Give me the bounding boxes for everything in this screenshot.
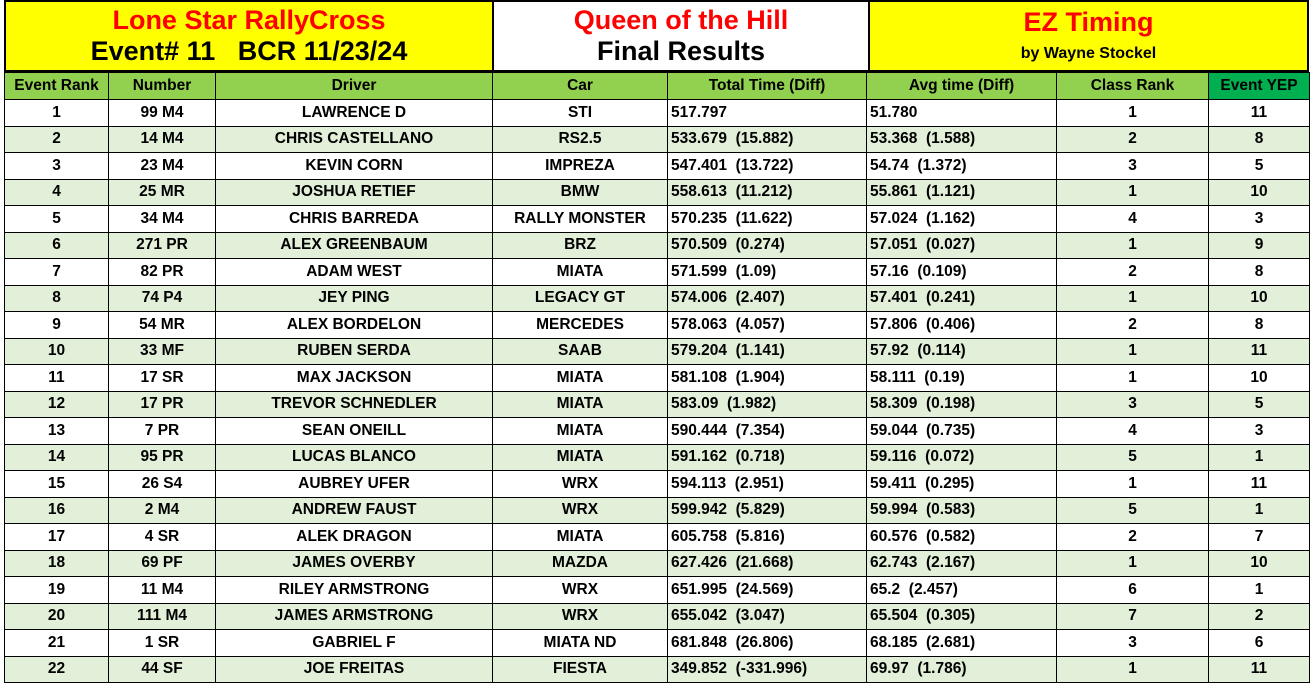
total-time-cell: 590.444 (7.354) <box>668 418 867 445</box>
driver-cell: ALEK DRAGON <box>216 524 493 551</box>
event-rank-cell: 22 <box>5 656 109 683</box>
total-time-cell: 570.235 (11.622) <box>668 206 867 233</box>
car-number-cell: 17 PR <box>109 391 216 418</box>
table-row <box>5 471 1310 498</box>
event-title: Queen of the Hill <box>573 5 789 35</box>
car-number-cell: 23 M4 <box>109 153 216 180</box>
total-time-cell: 581.108 (1.904) <box>668 365 867 392</box>
event-yep-cell: 1 <box>1209 577 1310 604</box>
avg-time-cell: 57.024 (1.162) <box>867 206 1057 233</box>
total-time-cell: 571.599 (1.09) <box>668 259 867 286</box>
car-number-cell: 74 P4 <box>109 285 216 312</box>
driver-cell: MAX JACKSON <box>216 365 493 392</box>
car-number-cell: 14 M4 <box>109 126 216 153</box>
class-rank-cell: 1 <box>1057 100 1209 127</box>
total-time-cell: 651.995 (24.569) <box>668 577 867 604</box>
car-cell: BRZ <box>493 232 668 259</box>
class-rank-cell: 6 <box>1057 577 1209 604</box>
car-number-cell: 1 SR <box>109 630 216 657</box>
class-rank-cell: 1 <box>1057 365 1209 392</box>
avg-time-cell: 58.111 (0.19) <box>867 365 1057 392</box>
car-number-cell: 17 SR <box>109 365 216 392</box>
total-time-cell: 591.162 (0.718) <box>668 444 867 471</box>
column-header: Event YEP <box>1209 73 1310 100</box>
event-yep-cell: 11 <box>1209 100 1310 127</box>
total-time-cell: 599.942 (5.829) <box>668 497 867 524</box>
event-yep-cell: 10 <box>1209 179 1310 206</box>
driver-cell: RUBEN SERDA <box>216 338 493 365</box>
column-header-row <box>5 73 1310 100</box>
table-row <box>5 100 1310 127</box>
total-time-cell: 517.797 <box>668 100 867 127</box>
class-rank-cell: 1 <box>1057 232 1209 259</box>
event-yep-cell: 5 <box>1209 391 1310 418</box>
car-number-cell: 26 S4 <box>109 471 216 498</box>
event-rank-cell: 15 <box>5 471 109 498</box>
event-rank-cell: 5 <box>5 206 109 233</box>
table-row <box>5 630 1310 657</box>
header-left-cell <box>6 2 494 72</box>
event-rank-cell: 18 <box>5 550 109 577</box>
event-rank-cell: 17 <box>5 524 109 551</box>
table-row <box>5 179 1310 206</box>
driver-cell: CHRIS BARREDA <box>216 206 493 233</box>
avg-time-cell: 57.401 (0.241) <box>867 285 1057 312</box>
class-rank-cell: 3 <box>1057 391 1209 418</box>
avg-time-cell: 58.309 (0.198) <box>867 391 1057 418</box>
event-yep-cell: 9 <box>1209 232 1310 259</box>
event-rank-cell: 21 <box>5 630 109 657</box>
car-cell: SAAB <box>493 338 668 365</box>
event-rank-cell: 9 <box>5 312 109 339</box>
total-time-cell: 579.204 (1.141) <box>668 338 867 365</box>
driver-cell: JEY PING <box>216 285 493 312</box>
car-number-cell: 4 SR <box>109 524 216 551</box>
table-row <box>5 338 1310 365</box>
table-row <box>5 391 1310 418</box>
table-row <box>5 418 1310 445</box>
total-time-cell: 681.848 (26.806) <box>668 630 867 657</box>
table-row <box>5 312 1310 339</box>
car-number-cell: 7 PR <box>109 418 216 445</box>
driver-cell: TREVOR SCHNEDLER <box>216 391 493 418</box>
avg-time-cell: 68.185 (2.681) <box>867 630 1057 657</box>
total-time-cell: 574.006 (2.407) <box>668 285 867 312</box>
event-rank-cell: 12 <box>5 391 109 418</box>
column-header: Driver <box>216 73 493 100</box>
results-table <box>4 72 1310 683</box>
table-row <box>5 603 1310 630</box>
avg-time-cell: 54.74 (1.372) <box>867 153 1057 180</box>
avg-time-cell: 59.044 (0.735) <box>867 418 1057 445</box>
driver-cell: KEVIN CORN <box>216 153 493 180</box>
event-yep-cell: 3 <box>1209 418 1310 445</box>
driver-cell: CHRIS CASTELLANO <box>216 126 493 153</box>
header-right-cell <box>870 2 1309 72</box>
avg-time-cell: 65.504 (0.305) <box>867 603 1057 630</box>
event-yep-cell: 5 <box>1209 153 1310 180</box>
event-yep-cell: 10 <box>1209 365 1310 392</box>
class-rank-cell: 3 <box>1057 630 1209 657</box>
car-number-cell: 82 PR <box>109 259 216 286</box>
total-time-cell: 349.852 (-331.996) <box>668 656 867 683</box>
car-cell: MAZDA <box>493 550 668 577</box>
column-header: Event Rank <box>5 73 109 100</box>
series-title: Lone Star RallyCross <box>112 5 386 35</box>
column-header: Total Time (Diff) <box>668 73 867 100</box>
event-yep-cell: 8 <box>1209 126 1310 153</box>
car-cell: LEGACY GT <box>493 285 668 312</box>
class-rank-cell: 2 <box>1057 524 1209 551</box>
total-time-cell: 533.679 (15.882) <box>668 126 867 153</box>
class-rank-cell: 1 <box>1057 285 1209 312</box>
table-row <box>5 153 1310 180</box>
class-rank-cell: 1 <box>1057 471 1209 498</box>
event-yep-cell: 11 <box>1209 656 1310 683</box>
event-line: Event# 11 BCR 11/23/24 <box>90 36 408 66</box>
car-number-cell: 33 MF <box>109 338 216 365</box>
event-rank-cell: 6 <box>5 232 109 259</box>
event-rank-cell: 16 <box>5 497 109 524</box>
event-yep-cell: 8 <box>1209 259 1310 286</box>
table-row <box>5 444 1310 471</box>
driver-cell: SEAN ONEILL <box>216 418 493 445</box>
class-rank-cell: 5 <box>1057 444 1209 471</box>
class-rank-cell: 2 <box>1057 312 1209 339</box>
avg-time-cell: 65.2 (2.457) <box>867 577 1057 604</box>
total-time-cell: 570.509 (0.274) <box>668 232 867 259</box>
car-number-cell: 34 M4 <box>109 206 216 233</box>
class-rank-cell: 3 <box>1057 153 1209 180</box>
avg-time-cell: 59.116 (0.072) <box>867 444 1057 471</box>
table-row <box>5 285 1310 312</box>
event-rank-cell: 10 <box>5 338 109 365</box>
class-rank-cell: 1 <box>1057 656 1209 683</box>
timing-credit: by Wayne Stockel <box>1020 45 1157 62</box>
avg-time-cell: 55.861 (1.121) <box>867 179 1057 206</box>
car-cell: RS2.5 <box>493 126 668 153</box>
event-rank-cell: 7 <box>5 259 109 286</box>
car-number-cell: 2 M4 <box>109 497 216 524</box>
column-header: Number <box>109 73 216 100</box>
column-header: Car <box>493 73 668 100</box>
avg-time-cell: 62.743 (2.167) <box>867 550 1057 577</box>
car-cell: MIATA <box>493 524 668 551</box>
car-number-cell: 44 SF <box>109 656 216 683</box>
car-number-cell: 25 MR <box>109 179 216 206</box>
driver-cell: ALEX GREENBAUM <box>216 232 493 259</box>
car-number-cell: 271 PR <box>109 232 216 259</box>
class-rank-cell: 4 <box>1057 206 1209 233</box>
timing-title: EZ Timing <box>1023 7 1154 37</box>
car-number-cell: 99 M4 <box>109 100 216 127</box>
event-rank-cell: 3 <box>5 153 109 180</box>
event-rank-cell: 11 <box>5 365 109 392</box>
car-cell: STI <box>493 100 668 127</box>
results-subtitle: Final Results <box>596 36 766 66</box>
event-yep-cell: 10 <box>1209 550 1310 577</box>
table-row <box>5 524 1310 551</box>
event-rank-cell: 14 <box>5 444 109 471</box>
car-cell: WRX <box>493 603 668 630</box>
car-cell: WRX <box>493 471 668 498</box>
car-cell: WRX <box>493 497 668 524</box>
driver-cell: AUBREY UFER <box>216 471 493 498</box>
avg-time-cell: 59.994 (0.583) <box>867 497 1057 524</box>
car-cell: FIESTA <box>493 656 668 683</box>
total-time-cell: 558.613 (11.212) <box>668 179 867 206</box>
table-row <box>5 497 1310 524</box>
event-yep-cell: 7 <box>1209 524 1310 551</box>
table-row <box>5 206 1310 233</box>
table-row <box>5 577 1310 604</box>
total-time-cell: 655.042 (3.047) <box>668 603 867 630</box>
car-cell: IMPREZA <box>493 153 668 180</box>
avg-time-cell: 69.97 (1.786) <box>867 656 1057 683</box>
event-yep-cell: 1 <box>1209 497 1310 524</box>
event-rank-cell: 8 <box>5 285 109 312</box>
driver-cell: GABRIEL F <box>216 630 493 657</box>
event-yep-cell: 8 <box>1209 312 1310 339</box>
avg-time-cell: 53.368 (1.588) <box>867 126 1057 153</box>
event-yep-cell: 10 <box>1209 285 1310 312</box>
avg-time-cell: 57.16 (0.109) <box>867 259 1057 286</box>
event-rank-cell: 13 <box>5 418 109 445</box>
class-rank-cell: 5 <box>1057 497 1209 524</box>
event-rank-cell: 2 <box>5 126 109 153</box>
event-rank-cell: 1 <box>5 100 109 127</box>
event-rank-cell: 19 <box>5 577 109 604</box>
driver-cell: LUCAS BLANCO <box>216 444 493 471</box>
avg-time-cell: 57.806 (0.406) <box>867 312 1057 339</box>
column-header: Class Rank <box>1057 73 1209 100</box>
driver-cell: LAWRENCE D <box>216 100 493 127</box>
table-row <box>5 259 1310 286</box>
event-yep-cell: 11 <box>1209 338 1310 365</box>
driver-cell: JAMES OVERBY <box>216 550 493 577</box>
event-rank-cell: 20 <box>5 603 109 630</box>
driver-cell: JOSHUA RETIEF <box>216 179 493 206</box>
column-header: Avg time (Diff) <box>867 73 1057 100</box>
event-yep-cell: 1 <box>1209 444 1310 471</box>
car-cell: BMW <box>493 179 668 206</box>
driver-cell: ADAM WEST <box>216 259 493 286</box>
table-row <box>5 365 1310 392</box>
event-yep-cell: 3 <box>1209 206 1310 233</box>
car-number-cell: 54 MR <box>109 312 216 339</box>
car-number-cell: 95 PR <box>109 444 216 471</box>
event-rank-cell: 4 <box>5 179 109 206</box>
table-row <box>5 126 1310 153</box>
class-rank-cell: 1 <box>1057 179 1209 206</box>
car-cell: MIATA <box>493 444 668 471</box>
event-yep-cell: 6 <box>1209 630 1310 657</box>
car-cell: MIATA <box>493 259 668 286</box>
driver-cell: ALEX BORDELON <box>216 312 493 339</box>
class-rank-cell: 7 <box>1057 603 1209 630</box>
driver-cell: JAMES ARMSTRONG <box>216 603 493 630</box>
event-yep-cell: 11 <box>1209 471 1310 498</box>
header-center-cell <box>494 2 870 72</box>
driver-cell: JOE FREITAS <box>216 656 493 683</box>
avg-time-cell: 60.576 (0.582) <box>867 524 1057 551</box>
class-rank-cell: 4 <box>1057 418 1209 445</box>
total-time-cell: 605.758 (5.816) <box>668 524 867 551</box>
car-number-cell: 111 M4 <box>109 603 216 630</box>
total-time-cell: 547.401 (13.722) <box>668 153 867 180</box>
car-cell: MIATA <box>493 365 668 392</box>
table-row <box>5 656 1310 683</box>
driver-cell: RILEY ARMSTRONG <box>216 577 493 604</box>
class-rank-cell: 1 <box>1057 550 1209 577</box>
event-yep-cell: 2 <box>1209 603 1310 630</box>
avg-time-cell: 51.780 <box>867 100 1057 127</box>
table-row <box>5 232 1310 259</box>
driver-cell: ANDREW FAUST <box>216 497 493 524</box>
total-time-cell: 627.426 (21.668) <box>668 550 867 577</box>
car-cell: WRX <box>493 577 668 604</box>
total-time-cell: 578.063 (4.057) <box>668 312 867 339</box>
results-header <box>4 0 1309 72</box>
car-cell: MIATA <box>493 391 668 418</box>
class-rank-cell: 1 <box>1057 338 1209 365</box>
car-cell: MIATA ND <box>493 630 668 657</box>
car-number-cell: 11 M4 <box>109 577 216 604</box>
total-time-cell: 583.09 (1.982) <box>668 391 867 418</box>
avg-time-cell: 59.411 (0.295) <box>867 471 1057 498</box>
table-row <box>5 550 1310 577</box>
total-time-cell: 594.113 (2.951) <box>668 471 867 498</box>
car-cell: MIATA <box>493 418 668 445</box>
avg-time-cell: 57.92 (0.114) <box>867 338 1057 365</box>
class-rank-cell: 2 <box>1057 126 1209 153</box>
car-cell: RALLY MONSTER <box>493 206 668 233</box>
car-number-cell: 69 PF <box>109 550 216 577</box>
car-cell: MERCEDES <box>493 312 668 339</box>
avg-time-cell: 57.051 (0.027) <box>867 232 1057 259</box>
class-rank-cell: 2 <box>1057 259 1209 286</box>
